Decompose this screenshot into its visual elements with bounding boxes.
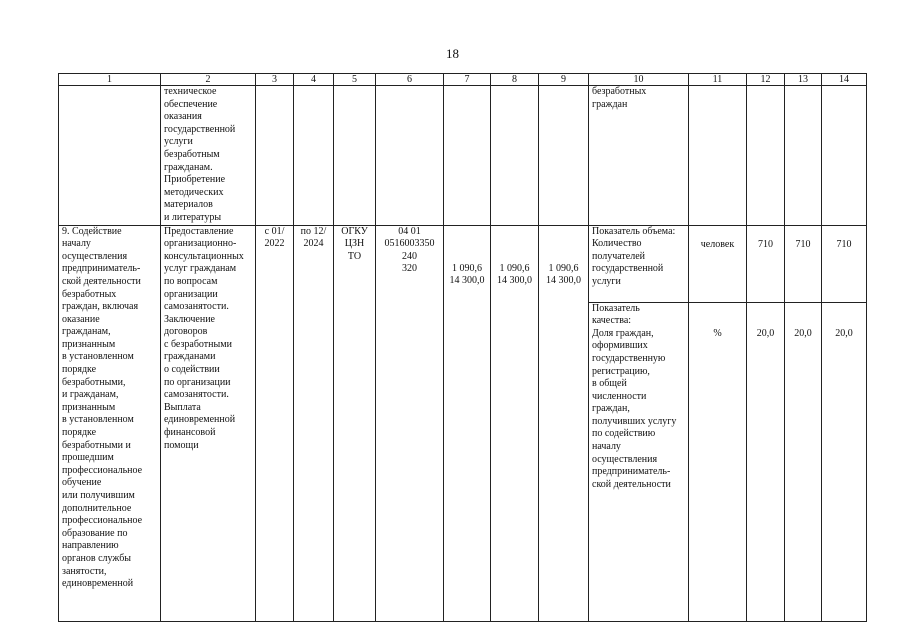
cell	[822, 86, 867, 226]
volume-indicator-cell: Показатель объема: Количество получателей государственной услуги	[589, 225, 689, 302]
value-cell: 20,0	[747, 302, 785, 621]
value-cell: 710	[785, 225, 822, 302]
column-number: 8	[491, 74, 539, 86]
column-number: 10	[589, 74, 689, 86]
measure-name-cell: 9. Содействие началу осуществления предприниматель- ской деятельности безработных граждан, включая оказание гражданам, признанным в установленном порядке безработными, и гражданам, признанным в установленном порядке безработными и прошедшим профессиональное обучение или получившим дополнительное профессиональное образование по направлению органов службы занятости, единовременной	[59, 225, 161, 621]
unit-cell: %	[689, 302, 747, 621]
cell	[294, 86, 334, 226]
funding-cell: 1 090,6 14 300,0	[539, 225, 589, 621]
column-number: 13	[785, 74, 822, 86]
column-number: 2	[161, 74, 256, 86]
continuation-row	[59, 86, 867, 226]
unit-cell: человек	[689, 225, 747, 302]
table-row	[59, 225, 867, 302]
program-table	[58, 73, 867, 622]
column-number: 12	[747, 74, 785, 86]
funding-cell: 1 090,6 14 300,0	[444, 225, 491, 621]
column-number: 3	[256, 74, 294, 86]
page-number: 18	[446, 46, 459, 61]
cell	[444, 86, 491, 226]
cell	[785, 86, 822, 226]
cell	[491, 86, 539, 226]
cell	[747, 86, 785, 226]
cell	[59, 86, 161, 226]
column-number: 14	[822, 74, 867, 86]
cell	[689, 86, 747, 226]
activity-description-cell: Предоставление организационно- консультационных услуг гражданам по вопросам организации самозанятости. Заключение договоров с безработными гражданами о содействии по организации самозанятости. Выплата единовременной финансовой помощи	[161, 225, 256, 621]
indicator-cell: безработных граждан	[589, 86, 689, 226]
column-number: 1	[59, 74, 161, 86]
end-date-cell: по 12/ 2024	[294, 225, 334, 621]
budget-code-cell: 04 01 0516003350 240 320	[376, 225, 444, 621]
value-cell: 710	[822, 225, 867, 302]
cell	[334, 86, 376, 226]
header-row	[59, 74, 867, 86]
value-cell: 710	[747, 225, 785, 302]
start-date-cell: с 01/ 2022	[256, 225, 294, 621]
column-number: 7	[444, 74, 491, 86]
executor-cell: ОГКУ ЦЗН ТО	[334, 225, 376, 621]
value-cell: 20,0	[822, 302, 867, 621]
column-number: 5	[334, 74, 376, 86]
activity-description-cell: техническое обеспечение оказания государственной услуги безработным гражданам. Приобретение методических материалов и литературы	[161, 86, 256, 226]
value-cell: 20,0	[785, 302, 822, 621]
cell	[256, 86, 294, 226]
column-number: 9	[539, 74, 589, 86]
column-number: 6	[376, 74, 444, 86]
column-number: 11	[689, 74, 747, 86]
quality-indicator-cell: Показатель качества: Доля граждан, оформивших государственную регистрацию, в общей численности граждан, получивших услугу по содействию началу осуществления предприниматель- ской деятельности	[589, 302, 689, 621]
cell	[376, 86, 444, 226]
cell	[539, 86, 589, 226]
column-number: 4	[294, 74, 334, 86]
funding-cell: 1 090,6 14 300,0	[491, 225, 539, 621]
